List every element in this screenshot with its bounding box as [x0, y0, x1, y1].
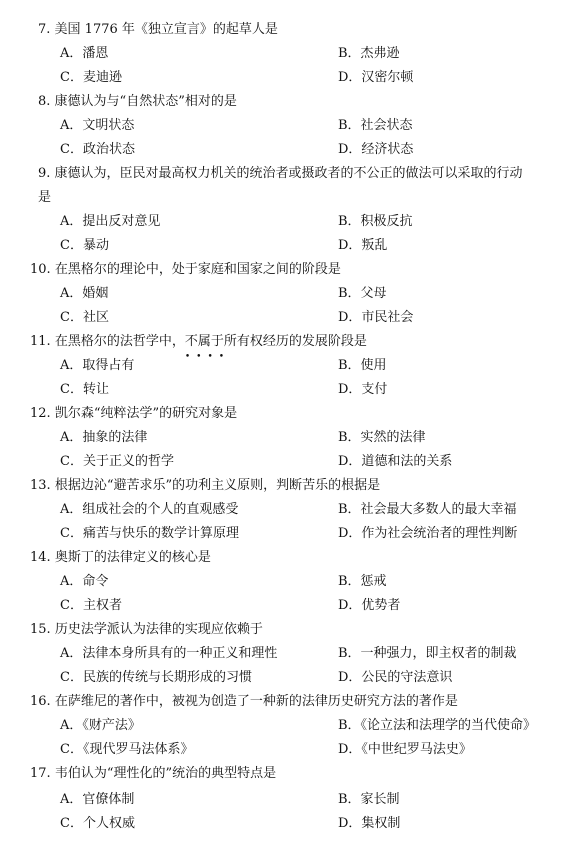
option-a: A．文明状态	[60, 118, 135, 133]
option-d: D．支付	[338, 382, 388, 397]
question-text: 康德认为，臣民对最高权力机关的统治者或摄政者的不公正的做法可以采取的行动	[54, 166, 523, 181]
question-10-stem	[30, 260, 341, 280]
question-number: 8.	[38, 94, 51, 109]
option-c: C．暴动	[60, 238, 109, 253]
question-text: 奥斯丁的法律定义的核心是	[54, 550, 211, 565]
emphasized-text	[184, 334, 231, 362]
option-d: D．道德和法的关系	[338, 454, 453, 469]
question-number: 11.	[30, 334, 51, 349]
option-c: C．主权者	[60, 598, 122, 613]
option-a: A．潘恩	[60, 46, 109, 61]
option-b: B．杰弗逊	[338, 46, 400, 61]
question-13-stem	[30, 476, 380, 496]
question-text: 在萨维尼的著作中，被视为创造了一种新的法律历史研究方法的著作是	[54, 694, 458, 709]
question-9-stem	[38, 164, 523, 184]
question-7-stem	[38, 20, 278, 40]
option-a: A．法律本身所具有的一种正义和理性	[60, 646, 278, 661]
question-number: 9.	[38, 166, 51, 181]
option-a: A．官僚体制	[60, 792, 135, 807]
option-c: C．民族的传统与长期形成的习惯	[60, 670, 252, 685]
option-b: B．实然的法律	[338, 430, 426, 445]
question-text: 韦伯认为“理性化的”统治的典型特点是	[54, 766, 277, 781]
question-text: 根据边沁“避苦求乐”的功利主义原则，判断苦乐的根据是	[54, 478, 381, 493]
option-b: B．惩戒	[338, 574, 387, 589]
option-a: A．抽象的法律	[60, 430, 148, 445]
question-number: 12.	[30, 406, 51, 421]
question-text-before: 在黑格尔的法哲学中，	[54, 334, 185, 349]
question-number: 10.	[30, 262, 51, 277]
question-number: 14.	[30, 550, 51, 565]
option-a: A．命令	[60, 574, 109, 589]
question-number: 7.	[38, 22, 51, 37]
option-c: C．个人权威	[60, 816, 135, 831]
option-c: C．社区	[60, 310, 109, 325]
option-d: D．优势者	[338, 598, 401, 613]
question-text: 美国 1776 年《独立宣言》的起草人是	[54, 22, 278, 37]
option-c: C．政治状态	[60, 142, 135, 157]
question-14-stem	[30, 548, 211, 568]
option-b: B．一种强力，即主权者的制裁	[338, 646, 517, 661]
question-number: 16.	[30, 694, 51, 709]
option-b: B．家长制	[338, 792, 400, 807]
option-a: A．《财产法》	[60, 718, 141, 733]
option-b: B．社会状态	[338, 118, 413, 133]
option-b: B．使用	[338, 358, 387, 373]
question-17-stem	[30, 764, 276, 784]
option-a: A．提出反对意见	[60, 214, 161, 229]
option-c: C．《现代罗马法体系》	[60, 742, 194, 757]
option-d: D．叛乱	[338, 238, 388, 253]
option-c: C．关于正义的哲学	[60, 454, 174, 469]
option-b: B．父母	[338, 286, 387, 301]
emphasis-dots: ••••	[184, 352, 231, 362]
question-number: 15.	[30, 622, 51, 637]
question-9-stem-continued: 是	[38, 190, 52, 205]
option-b: B．积极反抗	[338, 214, 413, 229]
question-text-after: 所有权经历的发展阶段是	[223, 334, 367, 349]
option-b: B．《论立法和法理学的当代使命》	[338, 718, 537, 733]
question-16-stem	[30, 692, 458, 712]
option-a: A．组成社会的个人的直观感受	[60, 502, 239, 517]
option-d: D．汉密尔顿	[338, 70, 414, 85]
option-c: C．麦迪逊	[60, 70, 122, 85]
option-d: D．《中世纪罗马法史》	[338, 742, 472, 757]
question-number: 13.	[30, 478, 51, 493]
option-d: D．公民的守法意识	[338, 670, 453, 685]
option-a: A．取得占有	[60, 358, 135, 373]
option-d: D．市民社会	[338, 310, 414, 325]
question-text: 在黑格尔的理论中，处于家庭和国家之间的阶段是	[54, 262, 341, 277]
option-d: D．集权制	[338, 816, 401, 831]
question-number: 17.	[30, 766, 51, 781]
question-text: 凯尔森“纯粹法学”的研究对象是	[54, 406, 238, 421]
option-d: D．经济状态	[338, 142, 414, 157]
question-8-stem	[38, 92, 237, 112]
option-a: A．婚姻	[60, 286, 109, 301]
question-text: 历史法学派认为法律的实现应依赖于	[54, 622, 263, 637]
option-c: C．痛苦与快乐的数学计算原理	[60, 526, 239, 541]
question-11-stem	[30, 332, 367, 362]
question-15-stem	[30, 620, 263, 640]
question-12-stem	[30, 404, 237, 424]
option-c: C．转让	[60, 382, 109, 397]
option-b: B．社会最大多数人的最大幸福	[338, 502, 517, 517]
option-d: D．作为社会统治者的理性判断	[338, 526, 518, 541]
emphasis-word: 不属于	[184, 334, 224, 349]
question-text: 康德认为与“自然状态”相对的是	[54, 94, 237, 109]
